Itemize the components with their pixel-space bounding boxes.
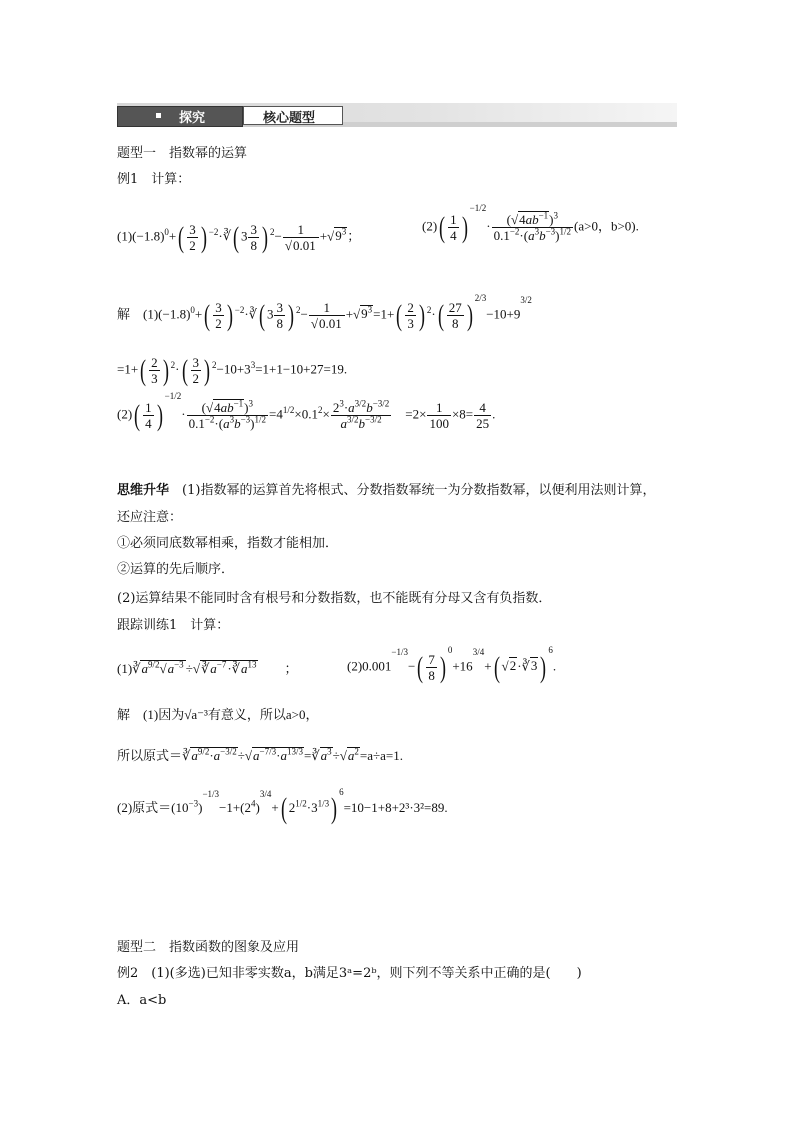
practice1-solution-line1 — [117, 704, 318, 723]
practice1-solution-result-3: =10−1+8+2³·3²=89. — [343, 799, 448, 815]
practice1-solution-result-2: =a÷a=1. — [359, 748, 403, 763]
option-a: A．a<b — [117, 993, 167, 1008]
practice1-solution-text-1: (1)因为√a⁻³有意义，所以a>0， — [143, 707, 319, 722]
solution1-line2: =1+( $\frac{2}{3}$ ) $^2$·( $\frac{3}{2}$ ) $^2-10+3^3=1+1-10+27=19$. — [117, 353, 348, 387]
type2-title: 题型二 指数函数的图象及应用 — [117, 940, 300, 955]
thinking-line4: ②运算的先后顺序． — [117, 562, 235, 577]
section-tab-label: 探究 — [179, 111, 206, 126]
practice1-solution-line2: 所以原式$=∛a^{9/2}\cdot a^{-3/2}\div√a^{-7/3}\cdot a^{13/3}=∛a^3\div√a^2=a\div a=1$. — [117, 746, 403, 763]
thinking-line1 — [117, 483, 655, 499]
section-title: 核心题型 — [263, 111, 316, 126]
thinking-title: 思维升华 — [117, 483, 170, 498]
section-header-band — [117, 103, 677, 127]
problem2-label: (2) — [422, 218, 438, 234]
practice1-problem1: $(1)∛a^{9/2}√a^{-3}$ $\div√∛a^{-7}\cdot∛a^{13}$ ； — [117, 659, 298, 676]
practice1-solution-line3: (2)原式$=(10^{-3})^{-1/3}-1+(2^4)^{3/4}+$( $2^{1/2}\cdot 3^{1/3})^6=10-1+8+2^3\cdot 3^2=89$. — [117, 786, 448, 825]
practice1-solution-prefix-2: 所以原式＝ — [117, 748, 183, 763]
practice1-solution-prefix-3: (2)原式＝ — [117, 799, 172, 815]
problem2-condition: (a>0，b>0). — [574, 218, 639, 234]
type1-title: 题型一 指数幂的运算 — [117, 146, 248, 161]
practice1-problem2: $(2)0.001^{-1/3}-$( $\frac{7}{8}$ )$^0+16^{3/4}+$( √2·∛3 )$^6$. — [347, 645, 557, 684]
practice1-solution-label: 解 — [117, 707, 131, 722]
thinking-text-1: (1)指数幂的运算首先将根式、分数指数幂统一为分数指数幂，以便利用法则计算， — [182, 483, 656, 498]
thinking-line2: 还应注意： — [117, 510, 183, 525]
example1-label: 例1 计算： — [117, 172, 191, 187]
square-bullet-icon — [156, 113, 161, 118]
example2-line: 例2 (1)(多选)已知非零实数a，b满足3ᵃ=2ᵇ，则下列不等关系中正确的是( ) — [117, 966, 582, 981]
thinking-line5: (2)运算结果不能同时含有根号和分数指数，也不能既有分母又含有负指数． — [117, 591, 552, 606]
solution2-expression: (2)( $\frac{1}{4}$ )$^{-1/2}$· $\frac{(√4ab^{-1})^3}{0.1^{-2}\cdot(a^3b^{-3})^{1/2}}$ $=4^{1/2}\times 0.1^2\times$ $\frac{2^3\cdot a^{3/2}b^{-3/2}}{a^{3/2}b^{-3/2}}$ =2× $\frac{1}{100}$ ×8= $\frac{4}{25}$ . — [117, 391, 496, 432]
problem2-expression: (2)( $\frac{1}{4}$ )$^{-1/2}$· $\frac{(√4ab^{-1})^3}{0.1^{-2}\cdot(a^3b^{-3})^{1/2}}$ (a>0，b>0). — [422, 203, 639, 244]
solution1-line1: 解 $(1)(-1.8)^0+$( $\frac{3}{2}$ ) $^{-2}$·∛( 3 $\frac{3}{8}$ ) $^2$− $\frac{1}{√0.01}$ $+√9^3=1+$( $\frac{2}{3}$ ) $^2$·( $\frac{27}{8}$ )$^{2/3}-10+9^{3/2}$ — [117, 293, 532, 332]
problem1-label: (1) — [117, 228, 133, 244]
thinking-line3: ①必须同底数幂相乘，指数才能相加． — [117, 536, 339, 551]
solution-label: 解 — [117, 306, 131, 322]
practice1-title: 跟踪训练1 计算： — [117, 618, 230, 633]
problem1-expression: $(1)(-1.8)^0+$( $\frac{3}{2}$ ) $^{-2}$·∛( 3 $\frac{3}{8}$ ) $^2$− $\frac{1}{√0.01}$ $+√9^3$； — [117, 220, 361, 254]
